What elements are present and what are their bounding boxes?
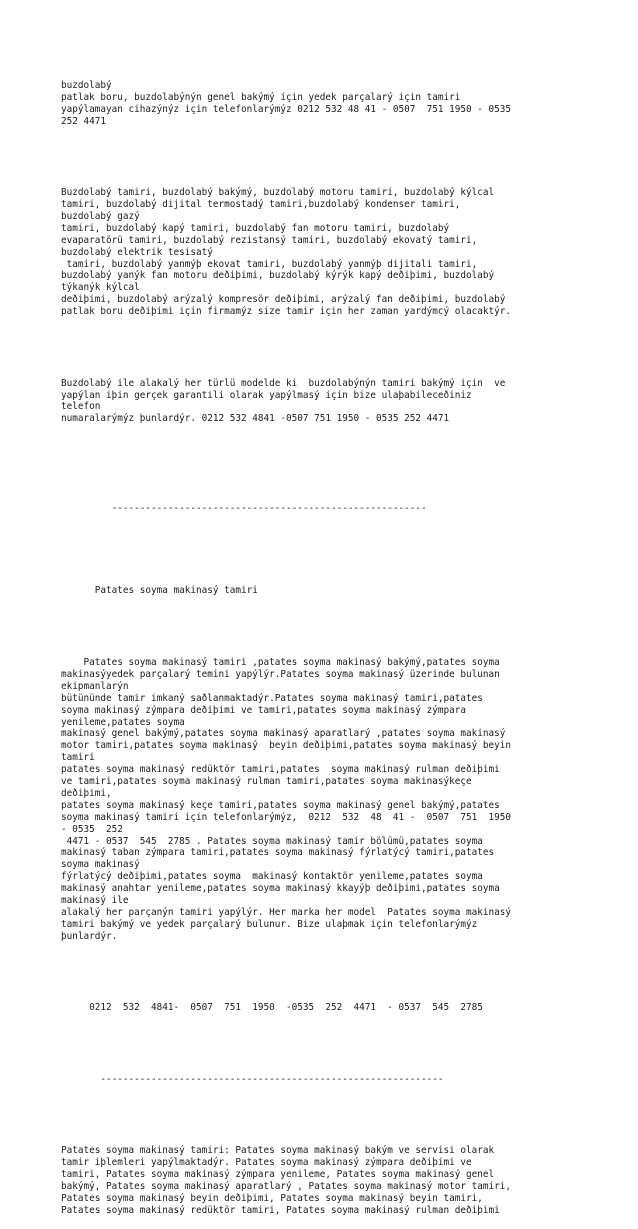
text-line: alakalý her parçanýn tamiri yapýlýr. Her marka her model Patates soyma makinasý — [61, 907, 512, 918]
text-line: soyma makinasý tamiri için telefonlarýmýz, 0212 532 48 41 - 0507 751 1950 — [61, 811, 512, 823]
text-line: soyma makinasý zýmpara deðiþimi ve tamiri,patates soyma makinasý zýmpara — [61, 704, 467, 716]
text-line: makinasý ile — [61, 895, 129, 907]
text-line: buzdolabý yanýk fan motoru deðiþimi, buzdolabý kýrýk kapý deðiþimi, buzdolabý — [61, 270, 495, 282]
text-line: soyma makinasý — [61, 859, 140, 871]
text-line: tamiri, Patates soyma makinasý zýmpara yenileme, Patates soyma makinasý genel — [61, 1169, 495, 1181]
document-page — [61, 56, 581, 1229]
text-line: deðiþimi, — [61, 787, 112, 799]
text-line: deðiþimi, buzdolabý arýzalý kompresör deðiþimi, arýzalý fan deðiþimi, buzdolabý — [61, 294, 506, 306]
text-line: makinasý taban zýmpara tamiri,patates soyma makinasý fýrlatýcý tamiri,patates — [61, 847, 495, 859]
text-line: Buzdolabý tamiri, buzdolabý bakýmý, buzdolabý motoru tamiri, buzdolabý kýlcal — [61, 187, 495, 199]
intro-paragraph — [61, 80, 581, 128]
section-divider: -------------------------------------------------------- — [61, 502, 427, 514]
text-line: 252 4471 — [61, 115, 107, 127]
text-line: Buzdolabý ile alakalý her türlü modelde ki buzdolabýnýn tamiri bakýmý için ve — [61, 377, 506, 389]
text-line: patates soyma makinasý redüktör tamiri,patates soyma makinasý rulman deðiþimi — [61, 764, 500, 776]
refrigerator-contact-paragraph — [61, 378, 581, 426]
text-line: telefon — [61, 401, 101, 413]
text-line: numaralarýmýz þunlardýr. 0212 532 4841 -0507 751 1950 - 0535 252 4471 — [61, 413, 450, 425]
text-line: tamiri, buzdolabý yanmýþ ekovat tamiri, buzdolabý yanmýþ dijitali tamiri, — [61, 258, 478, 270]
text-line: fýrlatýcý deðiþimi,patates soyma makinasý kontaktör yenileme,patates soyma — [61, 871, 483, 883]
text-line: 4471 - 0537 545 2785 . Patates soyma makinasý tamir bölümü,patates soyma — [61, 835, 483, 847]
text-line: tamiri — [61, 752, 95, 764]
text-line: Patates soyma makinasý tamiri ,patates soyma makinasý bakýmý,patates soyma — [61, 656, 500, 668]
text-line: makinasý genel bakýmý,patates soyma makinasý aparatlarý ,patates soyma makinasý — [61, 728, 506, 740]
text-line: Patates soyma makinasý beyin deðiþimi, Patates soyma makinasý beyin tamiri, — [61, 1193, 483, 1205]
text-line: yapýlamayan cihazýnýz için telefonlarýmýz 0212 532 48 41 - 0507 751 1950 - 0535 — [61, 103, 512, 115]
text-line: buzdolabý elektrik tesisatý — [61, 246, 213, 258]
text-line: patlak boru deðiþimi için firmamýz size tamir için her zaman yardýmcý olacaktýr. — [61, 306, 512, 318]
phone-numbers-line: 0212 532 4841- 0507 751 1950 -0535 252 4471 - 0537 545 2785 — [61, 1002, 483, 1014]
text-line: tamir iþlemleri yapýlmaktadýr. Patates soyma makinasý zýmpara deðiþimi ve — [61, 1157, 472, 1169]
text-line: makinasý anahtar yenileme,patates soyma makinasý kkayýþ deðiþimi,patates soyma — [61, 883, 500, 895]
text-line: ekipmanlarýn — [61, 680, 129, 692]
text-line: týkanýk kýlcal — [61, 282, 140, 294]
text-line: - 0535 252 — [61, 823, 123, 835]
refrigerator-repair-paragraph — [61, 187, 581, 318]
text-line: yapýlan iþin gerçek garantili olarak yapýlmasý için bize ulaþabileceðiniz — [61, 389, 472, 401]
text-line: buzdolabý — [61, 79, 112, 91]
text-line: bütününde tamir imkaný saðlanmaktadýr.Patates soyma makinasý tamiri,patates — [61, 692, 483, 704]
text-line: bakýmý, Patates soyma makinasý aparatlarý , Patates soyma makinasý motor tamiri, — [61, 1181, 512, 1193]
text-line: evaparatörü tamiri, buzdolabý rezistansý tamiri, buzdolabý ekovatý tamiri, — [61, 234, 478, 246]
text-line: ve tamiri,patates soyma makinasý rulman tamiri,patates soyma makinasýkeçe — [61, 776, 472, 788]
text-line: þunlardýr. — [61, 930, 118, 942]
text-line: yenileme,patates soyma — [61, 716, 185, 728]
text-line: Patates soyma makinasý redüktör tamiri, Patates soyma makinasý rulman deðiþimi — [61, 1204, 500, 1216]
section-divider: ------------------------------------------------------------- — [61, 1073, 444, 1085]
text-line: Patates soyma makinasý tamiri: Patates soyma makinasý bakým ve servisi olarak — [61, 1145, 495, 1157]
text-line: makinasýyedek parçalarý temini yapýlýr.Patates soyma makinasý üzerinde bulunan — [61, 668, 500, 680]
text-line: buzdolabý gazý — [61, 210, 140, 222]
potato-peeler-service-paragraph — [61, 1145, 581, 1216]
text-line: motor tamiri,patates soyma makinasý beyin deðiþimi,patates soyma makinasý beyin — [61, 740, 512, 752]
text-line: tamiri, buzdolabý dijital termostadý tamiri,buzdolabý kondenser tamiri, — [61, 198, 461, 210]
text-line: patates soyma makinasý keçe tamiri,patates soyma makinasý genel bakýmý,patates — [61, 799, 500, 811]
text-line: patlak boru, buzdolabýnýn genel bakýmý için yedek parçalarý için tamiri — [61, 91, 461, 103]
section-heading: Patates soyma makinasý tamiri — [61, 585, 258, 597]
potato-peeler-paragraph — [61, 657, 581, 943]
text-line: tamiri bakýmý ve yedek parçalarý bulunur. Bize ulaþmak için telefonlarýmýz — [61, 918, 478, 930]
text-line: tamiri, buzdolabý kapý tamiri, buzdolabý fan motoru tamiri, buzdolabý — [61, 222, 450, 234]
